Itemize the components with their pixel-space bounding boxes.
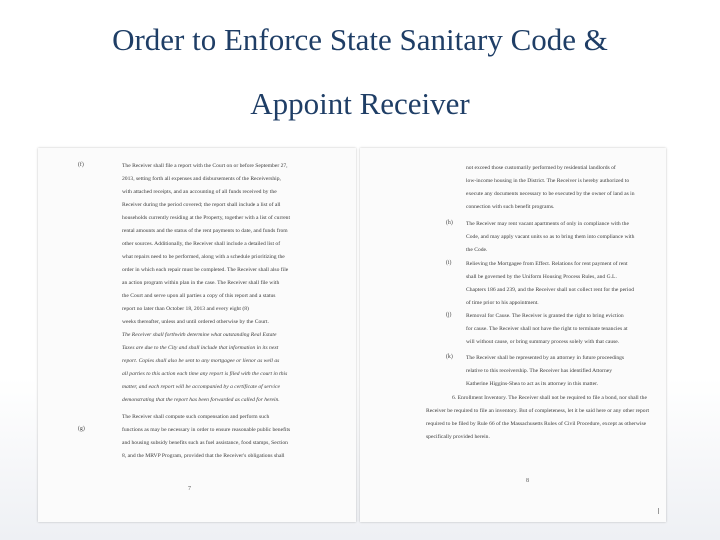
text-line: rental amounts and the status of the rent payments to date, and funds from	[122, 228, 288, 234]
text-line: 8, and the MRVP Program, provided that the Receiver's obligations shall	[122, 453, 285, 459]
text-line: connection with such benefit programs.	[466, 204, 555, 210]
paragraph-marker-g: (g)	[78, 426, 85, 432]
text-line: will without cause, or bring summary process solely with that cause.	[466, 339, 620, 345]
text-line: The Receiver shall forthwith determine what outstanding Real Estate	[122, 332, 277, 338]
text-line: with attached receipts, and an accounting of all funds received by the	[122, 189, 277, 195]
paragraph-marker-h: (h)	[446, 220, 453, 226]
text-line: The Receiver shall file a report with the Court on or before September 27,	[122, 163, 288, 169]
text-line: order in which each repair must be completed. The Receiver shall also file	[122, 267, 289, 273]
text-line: Receiver be required to file an inventory. But of completeness, let it be said here or any other report	[426, 408, 649, 414]
paragraph-marker-k: (k)	[446, 354, 453, 360]
text-line: The Receiver may rent vacant apartments of only in compliance with the	[466, 221, 629, 227]
text-line: 6. Enrollment Inventory. The Receiver shall not be required to file a bond, nor shall the	[452, 395, 647, 401]
text-line: functions as may be necessary in order to ensure reasonable public benefits	[122, 427, 291, 433]
text-line: 2013, setting forth all expenses and disbursements of the Receivership,	[122, 176, 281, 182]
text-line: report no later than October 18, 2013 and every eight (8)	[122, 306, 249, 312]
text-line: Chapters 186 and 239, and the Receiver shall not collect rent for the period	[466, 287, 635, 293]
text-line: an action program within plan in the case. The Receiver shall file with	[122, 280, 280, 286]
text-line: shall be governed by the Uniform Housing Process Rules, and G.L.	[466, 274, 617, 280]
text-line: relative to this receivership. The Receiver has identified Attorney	[466, 368, 613, 374]
text-line: The Receiver shall compute such compensation and perform such	[122, 414, 270, 420]
slide-title-line-2: Appoint Receiver	[250, 86, 470, 121]
page-number: 8	[526, 478, 529, 484]
text-line: specifically provided herein.	[426, 434, 490, 440]
paragraph-marker-f: (f)	[78, 162, 84, 168]
text-line: matter, and each report will be accompanied by a certificate of service	[122, 384, 280, 390]
text-line: low-income housing in the District. The Receiver is hereby authorized to	[466, 178, 630, 184]
text-line: Relieving the Mortgagee from Effect. Relations for rent payment of rent	[466, 261, 628, 267]
text-line: not exceed those customarily performed by residential landlords of	[466, 165, 616, 171]
paragraph-marker-i: (i)	[446, 260, 452, 266]
paragraph-marker-j: (j)	[446, 312, 452, 318]
text-line: The Receiver shall be represented by an attorney in future proceedings	[466, 355, 625, 361]
text-line: the Court and serve upon all parties a copy of this report and a status	[122, 293, 276, 299]
page-number: 7	[188, 486, 191, 492]
text-line: for cause. The Receiver shall not have the right to terminate tenancies at	[466, 326, 628, 332]
text-line: of time prior to his appointment.	[466, 300, 539, 306]
scanned-page-left	[38, 148, 356, 522]
text-line: Receiver during the period covered; the report shall include a list of all	[122, 202, 281, 208]
text-line: weeks thereafter, unless and until ordered otherwise by the Court.	[122, 319, 269, 325]
text-line: the Code.	[466, 247, 488, 253]
scan-speck	[658, 508, 659, 514]
text-line: execute any documents necessary to be executed by the owner of land as in	[466, 191, 635, 197]
text-line: Katherine Higgins-Shea to act as its attorney in this matter.	[466, 381, 599, 387]
text-line: required to be filed by Rule 66 of the Massachusetts Rules of Civil Procedure, except as otherwise	[426, 421, 647, 427]
text-line: what repairs need to be performed, along with a schedule prioritizing the	[122, 254, 285, 260]
text-line: Taxes are due to the City and shall include that information in its next	[122, 345, 279, 351]
text-line: demonstrating that the report has been forwarded as called for herein.	[122, 397, 280, 403]
scanned-page-right	[360, 148, 666, 522]
text-line: Code, and may apply vacant units so as to bring them into compliance with	[466, 234, 635, 240]
slide-title-line-1: Order to Enforce State Sanitary Code &	[112, 22, 608, 57]
text-line: households currently residing at the Property, together with a list of current	[122, 215, 291, 221]
text-line: Removal for Cause. The Receiver is granted the right to bring eviction	[466, 313, 624, 319]
text-line: report. Copies shall also be sent to any mortgagee or lienor as well as	[122, 358, 280, 364]
text-line: and housing subsidy benefits such as fuel assistance, food stamps, Section	[122, 440, 288, 446]
text-line: all parties to this action each time any report is filed with the court in this	[122, 371, 288, 377]
text-line: other sources. Additionally, the Receiver shall include a detailed list of	[122, 241, 281, 247]
